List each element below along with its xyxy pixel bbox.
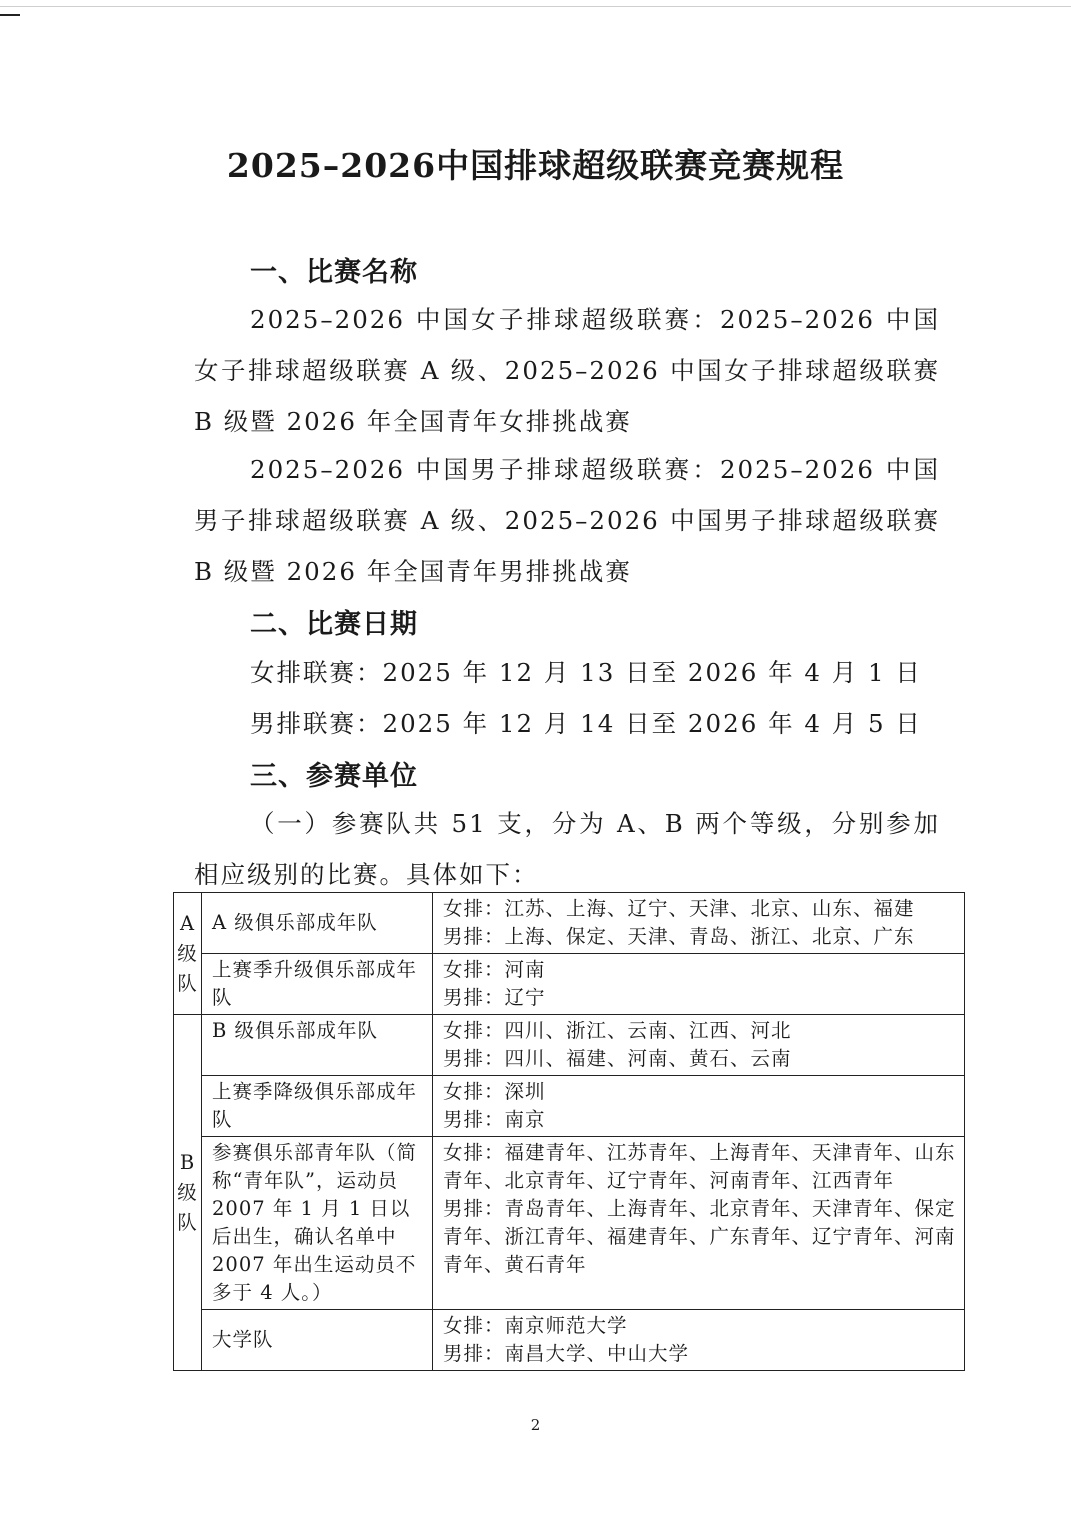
women-teams: 女排：南京师范大学	[443, 1314, 628, 1337]
women-teams: 女排：深圳	[443, 1080, 546, 1103]
table-row	[174, 1076, 965, 1137]
women-teams: 女排：四川、浙江、云南、江西、河北	[443, 1019, 792, 1042]
section-heading-2: 二、比赛日期	[250, 609, 418, 640]
page-top-edge	[0, 6, 1071, 7]
men-teams: 男排：南京	[443, 1108, 546, 1131]
table-row	[174, 1015, 965, 1076]
men-teams: 男排：上海、保定、天津、青岛、浙江、北京、广东	[443, 925, 915, 948]
women-teams: 女排：河南	[443, 958, 546, 981]
teams-cell	[433, 954, 965, 1015]
table-row	[174, 1310, 965, 1371]
men-league-dates: 男排联赛：2025 年 12 月 14 日至 2026 年 4 月 5 日	[250, 709, 922, 738]
category-cell: 上赛季降级俱乐部成年队	[202, 1076, 433, 1137]
category-cell: B 级俱乐部成年队	[202, 1015, 433, 1076]
paragraph-men-league: 2025–2026 中国男子排球超级联赛：2025–2026 中国男子排球超级联赛 A 级、2025–2026 中国男子排球超级联赛 B 级暨 2026 年全国青年男排挑战赛	[194, 455, 940, 586]
teams-cell	[433, 1015, 965, 1076]
men-teams: 男排：四川、福建、河南、黄石、云南	[443, 1047, 792, 1070]
grade-b-cell: B级队	[174, 1015, 202, 1371]
participants-table	[173, 892, 965, 1371]
corner-mark	[0, 14, 20, 16]
page-number: 2	[530, 1416, 541, 1434]
grade-a-cell: A级队	[174, 893, 202, 1015]
category-cell: A 级俱乐部成年队	[202, 893, 433, 954]
men-teams: 男排：辽宁	[443, 986, 546, 1009]
paragraph-women-league: 2025–2026 中国女子排球超级联赛：2025–2026 中国女子排球超级联赛 A 级、2025–2026 中国女子排球超级联赛 B 级暨 2026 年全国青年女排挑战赛	[194, 305, 940, 436]
section-heading-1: 一、比赛名称	[250, 257, 418, 288]
table-row	[174, 1137, 965, 1310]
women-teams: 女排：江苏、上海、辽宁、天津、北京、山东、福建	[443, 897, 915, 920]
section-heading-3: 三、参赛单位	[250, 761, 418, 792]
men-teams: 男排：南昌大学、中山大学	[443, 1342, 690, 1365]
category-cell: 大学队	[202, 1310, 433, 1371]
teams-cell	[433, 893, 965, 954]
teams-cell	[433, 1076, 965, 1137]
men-teams: 男排：青岛青年、上海青年、北京青年、天津青年、保定青年、浙江青年、福建青年、广东青年、辽宁青年、河南青年、黄石青年	[443, 1197, 956, 1276]
category-cell: 参赛俱乐部青年队（简称“青年队”，运动员 2007 年 1 月 1 日以后出生，确认名单中 2007 年出生运动员不多于 4 人。）	[202, 1137, 433, 1310]
paragraph-participants: （一）参赛队共 51 支，分为 A、B 两个等级，分别参加相应级别的比赛。具体如下：	[194, 809, 940, 889]
women-league-dates: 女排联赛：2025 年 12 月 13 日至 2026 年 4 月 1 日	[250, 658, 922, 687]
table-row	[174, 893, 965, 954]
document-title: 2025–2026中国排球超级联赛竞赛规程	[226, 146, 845, 185]
teams-cell	[433, 1310, 965, 1371]
women-teams: 女排：福建青年、江苏青年、上海青年、天津青年、山东青年、北京青年、辽宁青年、河南青年、江西青年	[443, 1141, 956, 1192]
teams-cell	[433, 1137, 965, 1310]
category-cell: 上赛季升级俱乐部成年队	[202, 954, 433, 1015]
table-row	[174, 954, 965, 1015]
